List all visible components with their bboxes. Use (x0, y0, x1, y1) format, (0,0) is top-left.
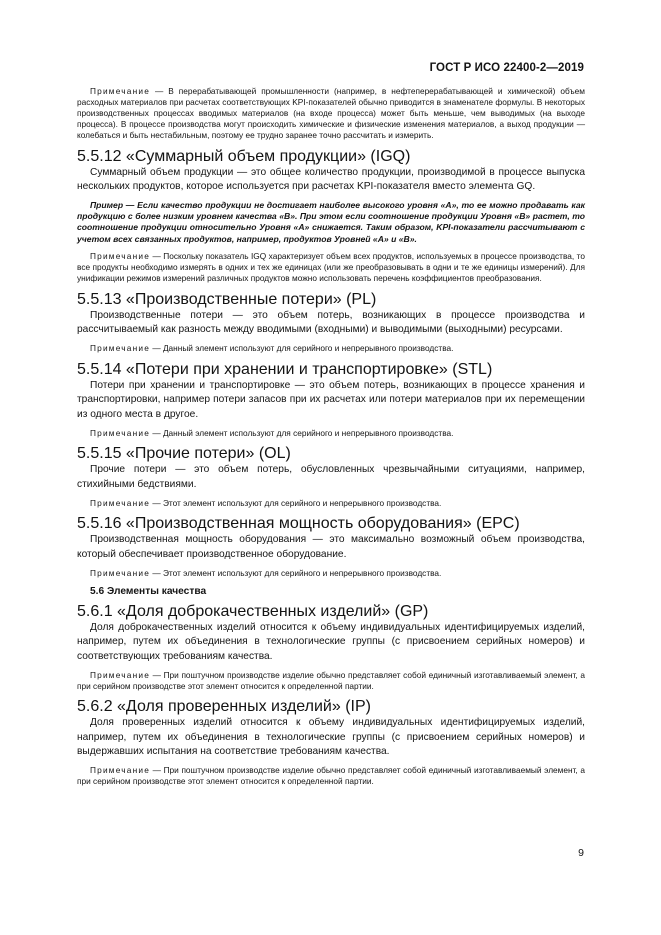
body-paragraph: Доля доброкачественных изделий относится к объему индивидуальных идентифицируемых изделий, например, путем их объединения в технологические группы (с присвоением серийных номеров) и соответствующих требованиям качества. (77, 621, 585, 662)
note-label: Примечание (90, 765, 151, 776)
note-text: — Поскольку показатель IGQ характеризует объем всех продуктов, используемых в процессе производства, то все продукты необходимо измерять в одних и тех же единицах (или же преобразовывать в одни и те же единицы измерений). Для унификации режимов измерений различных продуктов можно использовать перечень коэффициентов преобразования. (77, 251, 585, 284)
note (77, 765, 585, 787)
section-heading: 5.6 Элементы качества (90, 586, 207, 598)
note (77, 498, 585, 509)
note (77, 86, 585, 141)
body-paragraph: Доля проверенных изделий относится к объему индивидуальных идентифицируемых изделий, например, путем их объединения в технологические группы (с присвоением серийных номеров) и выдержавших испытания на соответствие требованиям качества. (77, 717, 585, 758)
document-header: ГОСТ Р ИСО 22400-2—2019 (429, 62, 584, 74)
clause-heading: 5.5.12 «Суммарный объем продукции» (IGQ) (77, 147, 411, 165)
clause-heading: 5.5.13 «Производственные потери» (PL) (77, 290, 377, 308)
note-text: — При поштучном производстве изделие обычно представляет собой единичный изготавливаемый элемент, а при серийном производстве этот элемент относится к определенной партии. (77, 669, 585, 691)
note-label: Примечание (90, 669, 151, 680)
body-paragraph: Производственная мощность оборудования — это максимально возможный объем производства, который обеспечивает производственное оборудование. (77, 534, 585, 560)
note-label: Примечание (90, 497, 151, 508)
body-paragraph: Прочие потери — это объем потерь, обусловленных чрезвычайными ситуациями, например, стихийными бедствиями. (77, 464, 585, 490)
note-label: Примечание (90, 427, 151, 438)
note-label: Примечание (90, 86, 151, 96)
note (77, 251, 585, 284)
clause-heading: 5.5.14 «Потери при хранении и транспортировке» (STL) (77, 360, 493, 378)
note (77, 343, 585, 354)
note (77, 428, 585, 439)
note-text: — Этот элемент используют для серийного и непрерывного производства. (150, 497, 442, 508)
body-paragraph: Производственные потери — это объем потерь, возникающих в процессе производства и рассчитываемый как разность между вводимыми (входными) и выводимыми (выходными) ресурсами. (77, 309, 585, 336)
note (77, 670, 585, 692)
note-label: Примечание (90, 567, 151, 578)
note-text: — При поштучном производстве изделие обычно представляет собой единичный изготавливаемый элемент, а при серийном производстве этот элемент относится к определенной партии. (77, 765, 585, 787)
note (77, 568, 585, 579)
note-text: — В перерабатывающей промышленности (например, в нефтеперерабатывающей и химической) объем расходных материалов при расчетах соответствующих KPI-показателей обычно приводится в знаменателе формулы. В некоторых производственных процессах вводимых материалов (на входе процесса) может быть меньше, чем выводимых (на выходе процесса). В процессе производства могут происходить химические и физические изменения материалов, а выход продукции — колебаться и быть нестабильным, поэтому ее трудно заранее точно рассчитать и измерить. (77, 86, 585, 140)
note-label: Примечание (90, 251, 151, 262)
body-paragraph: Потери при хранении и транспортировке — это объем потерь, возникающих в процессе хранения и транспортировки, например потери запасов при их расчетах или потери материалов при их перемещении из одного места в другое. (77, 379, 585, 420)
note-text: — Данный элемент используют для серийного и непрерывного производства. (150, 427, 454, 438)
note-text: — Данный элемент используют для серийного и непрерывного производства. (150, 343, 454, 354)
clause-heading: 5.6.1 «Доля доброкачественных изделий» (GP) (77, 602, 429, 620)
note-label: Примечание (90, 343, 151, 354)
clause-heading: 5.5.16 «Производственная мощность оборудования» (EPC) (77, 515, 520, 533)
note-text: — Этот элемент используют для серийного и непрерывного производства. (150, 567, 442, 578)
page-number: 9 (578, 847, 584, 859)
clause-heading: 5.5.15 «Прочие потери» (OL) (77, 445, 291, 463)
example-paragraph: Пример — Если качество продукции не достигает наиболее высокого уровня «А», то ее можно продавать как продукцию с более низким уровнем качества «В». При этом если соотношение продукции Уровня «В» растет, то соотношение продукции относительно Уровня «А» снижается. Таким образом, KPI-показатели рассчитывают с учетом всех связанных продуктов, например, продуктов Уровней «А» и «В». (77, 200, 585, 244)
page-content (77, 86, 585, 794)
clause-heading: 5.6.2 «Доля проверенных изделий» (IP) (77, 698, 371, 716)
body-paragraph: Суммарный объем продукции — это общее количество продукции, производимой в процессе выпуска нескольких продуктов, которое используется при расчетах KPI-показателя вместо элемента GQ. (77, 166, 585, 192)
